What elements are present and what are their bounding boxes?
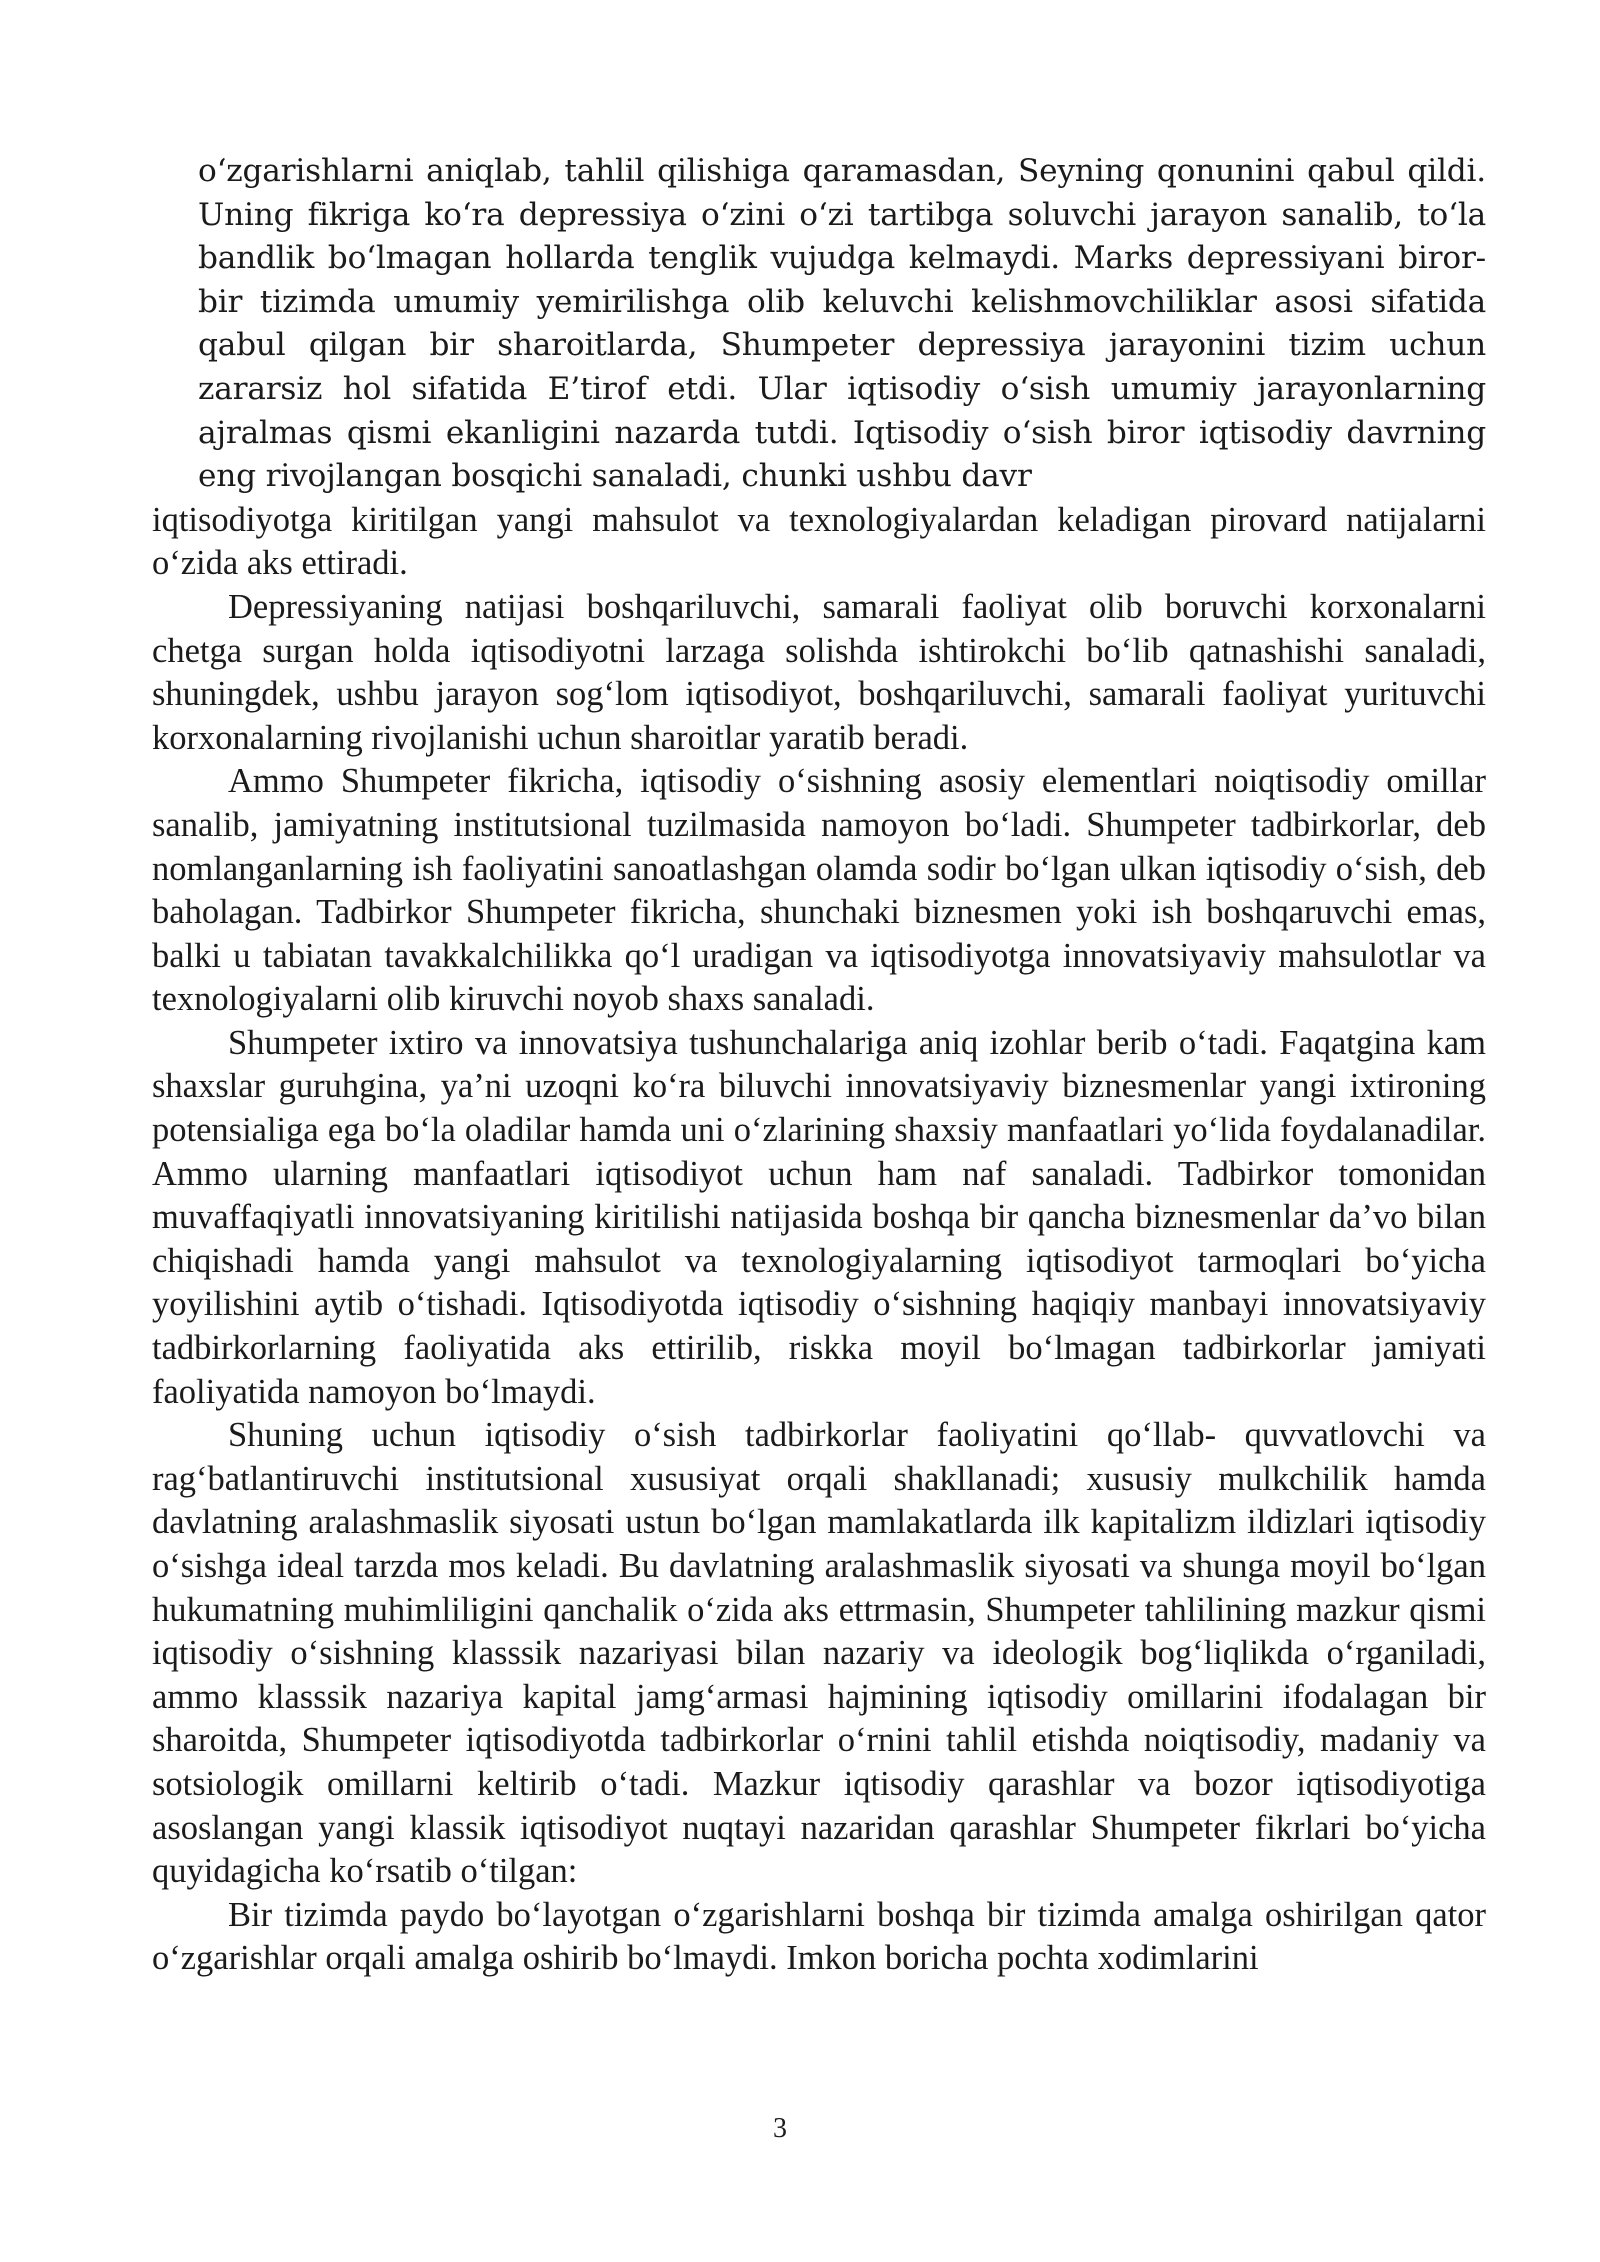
paragraph-system-changes: Bir tizimda paydo boʻlayotgan oʻzgarishlarni boshqa bir tizimda amalga oshirilgan qator oʻzgarishlar orqali amalga oshirib boʻlmaydi. Imkon boricha pochta xodimlarini <box>152 1895 1486 1978</box>
paragraph-institutional-growth: Shuning uchun iqtisodiy oʻsish tadbirkorlar faoliyatini qoʻllab- quvvatlovchi va ragʻbatlantiruvchi institutsional xususiyat orqali shakllanadi; xususiy mulkchilik hamda davlatning aralashmaslik siyosati ustun boʻlgan mamlakatlarda ilk kapitalizm ildizlari iqtisodiy oʻsishga ideal tarzda mos keladi. Bu davlatning aralashmaslik siyosati va shunga moyil boʻlgan hukumatning muhimliligini qanchalik oʻzida aks ettrmasin, Shumpeter tahlilining mazkur qismi iqtisodiy oʻsishning klasssik nazariyasi bilan nazariy va ideologik bogʻliqlikda oʻrganiladi, ammo klasssik nazariya kapital jamgʻarmasi hajmining iqtisodiy omillarini ifodalagan bir sharoitda, Shumpeter iqtisodiyotda tadbirkorlar oʻrnini tahlil etishda noiqtisodiy, madaniy va sotsiologik omillarni keltirib oʻtadi. Mazkur iqtisodiy qarashlar va bozor iqtisodiyotiga asoslangan yangi klassik iqtisodiyot nuqtayi nazaridan qarashlar Shumpeter fikrlari boʻyicha quyidagicha koʻrsatib oʻtilgan: <box>152 1416 1486 1891</box>
paragraph-invention-innovation: Shumpeter ixtiro va innovatsiya tushunchalariga aniq izohlar berib oʻtadi. Faqatgina kam shaxslar guruhgina, ya’ni uzoqni koʻra biluvchi innovatsiyaviy biznesmenlar yangi ixtironing potensialiga ega boʻla oladilar hamda uni oʻzlarining shaxsiy manfaatlari yoʻlida foydalanadilar. Ammo ularning manfaatlari iqtisodiyot uchun ham naf sanaladi. Tadbirkor tomonidan muvaffaqiyatli innovatsiyaning kiritilishi natijasida boshqa bir qancha biznesmenlar da’vo bilan chiqishadi hamda yangi mahsulot va texnologiyalarning iqtisodiyot tarmoqlari boʻyicha yoyilishini aytib oʻtishadi. Iqtisodiyotda iqtisodiy oʻsishning haqiqiy manbayi innovatsiyaviy tadbirkorlarning faoliyatida aks ettirilib, riskka moyil boʻlmagan tadbirkorlar jamiyati faoliyatida namoyon boʻlmaydi. <box>152 1023 1486 1411</box>
page-number: 3 <box>773 2113 787 2144</box>
paragraph-intro-continuation: oʻzgarishlarni aniqlab, tahlil qilishiga qaramasdan, Seyning qonunini qabul qildi. Uning fikriga koʻra depressiya oʻzini oʻzi tartibga soluvchi jarayon sanalib, toʻla bandlik boʻlmagan hollarda tenglik vujudga kelmaydi. Marks depressiyani biror-bir tizimda umumiy yemirilishga olib keluvchi kelishmovchiliklar asosi sifatida qabul qilgan bir sharoitlarda, Shumpeter depressiya jarayonini tizim uchun zararsiz hol sifatida E’tirof etdi. Ular iqtisodiy oʻsish umumiy jarayonlarning ajralmas qismi ekanligini nazarda tutdi. Iqtisodiy oʻsish biror iqtisodiy davrning eng rivojlangan bosqichi sanaladi, chunki ushbu davr <box>198 153 1486 495</box>
document-page <box>152 150 1486 1981</box>
paragraph-noneconomic-factors: Ammo Shumpeter fikricha, iqtisodiy oʻsishning asosiy elementlari noiqtisodiy omillar sanalib, jamiyatning institutsional tuzilmasida namoyon boʻladi. Shumpeter tadbirkorlar, deb nomlanganlarning ish faoliyatini sanoatlashgan olamda sodir boʻlgan ulkan iqtisodiy oʻsish, deb baholagan. Tadbirkor Shumpeter fikricha, shunchaki biznesmen yoki ish boshqaruvchi emas, balki u tabiatan tavakkalchilikka qoʻl uradigan va iqtisodiyotga innovatsiyaviy mahsulotlar va texnologiyalarni olib kiruvchi noyob shaxs sanaladi. <box>152 762 1486 1019</box>
paragraph-continuation: iqtisodiyotga kiritilgan yangi mahsulot va texnologiyalardan keladigan pirovard natijalarni oʻzida aks ettiradi. <box>152 500 1486 583</box>
paragraph-depression-result: Depressiyaning natijasi boshqariluvchi, samarali faoliyat olib boruvchi korxonalarni chetga surgan holda iqtisodiyotni larzaga solishda ishtirokchi boʻlib qatnashishi sanaladi, shuningdek, ushbu jarayon sogʻlom iqtisodiyot, boshqariluvchi, samarali faoliyat yurituvchi korxonalarning rivojlanishi uchun sharoitlar yaratib beradi. <box>152 587 1486 757</box>
